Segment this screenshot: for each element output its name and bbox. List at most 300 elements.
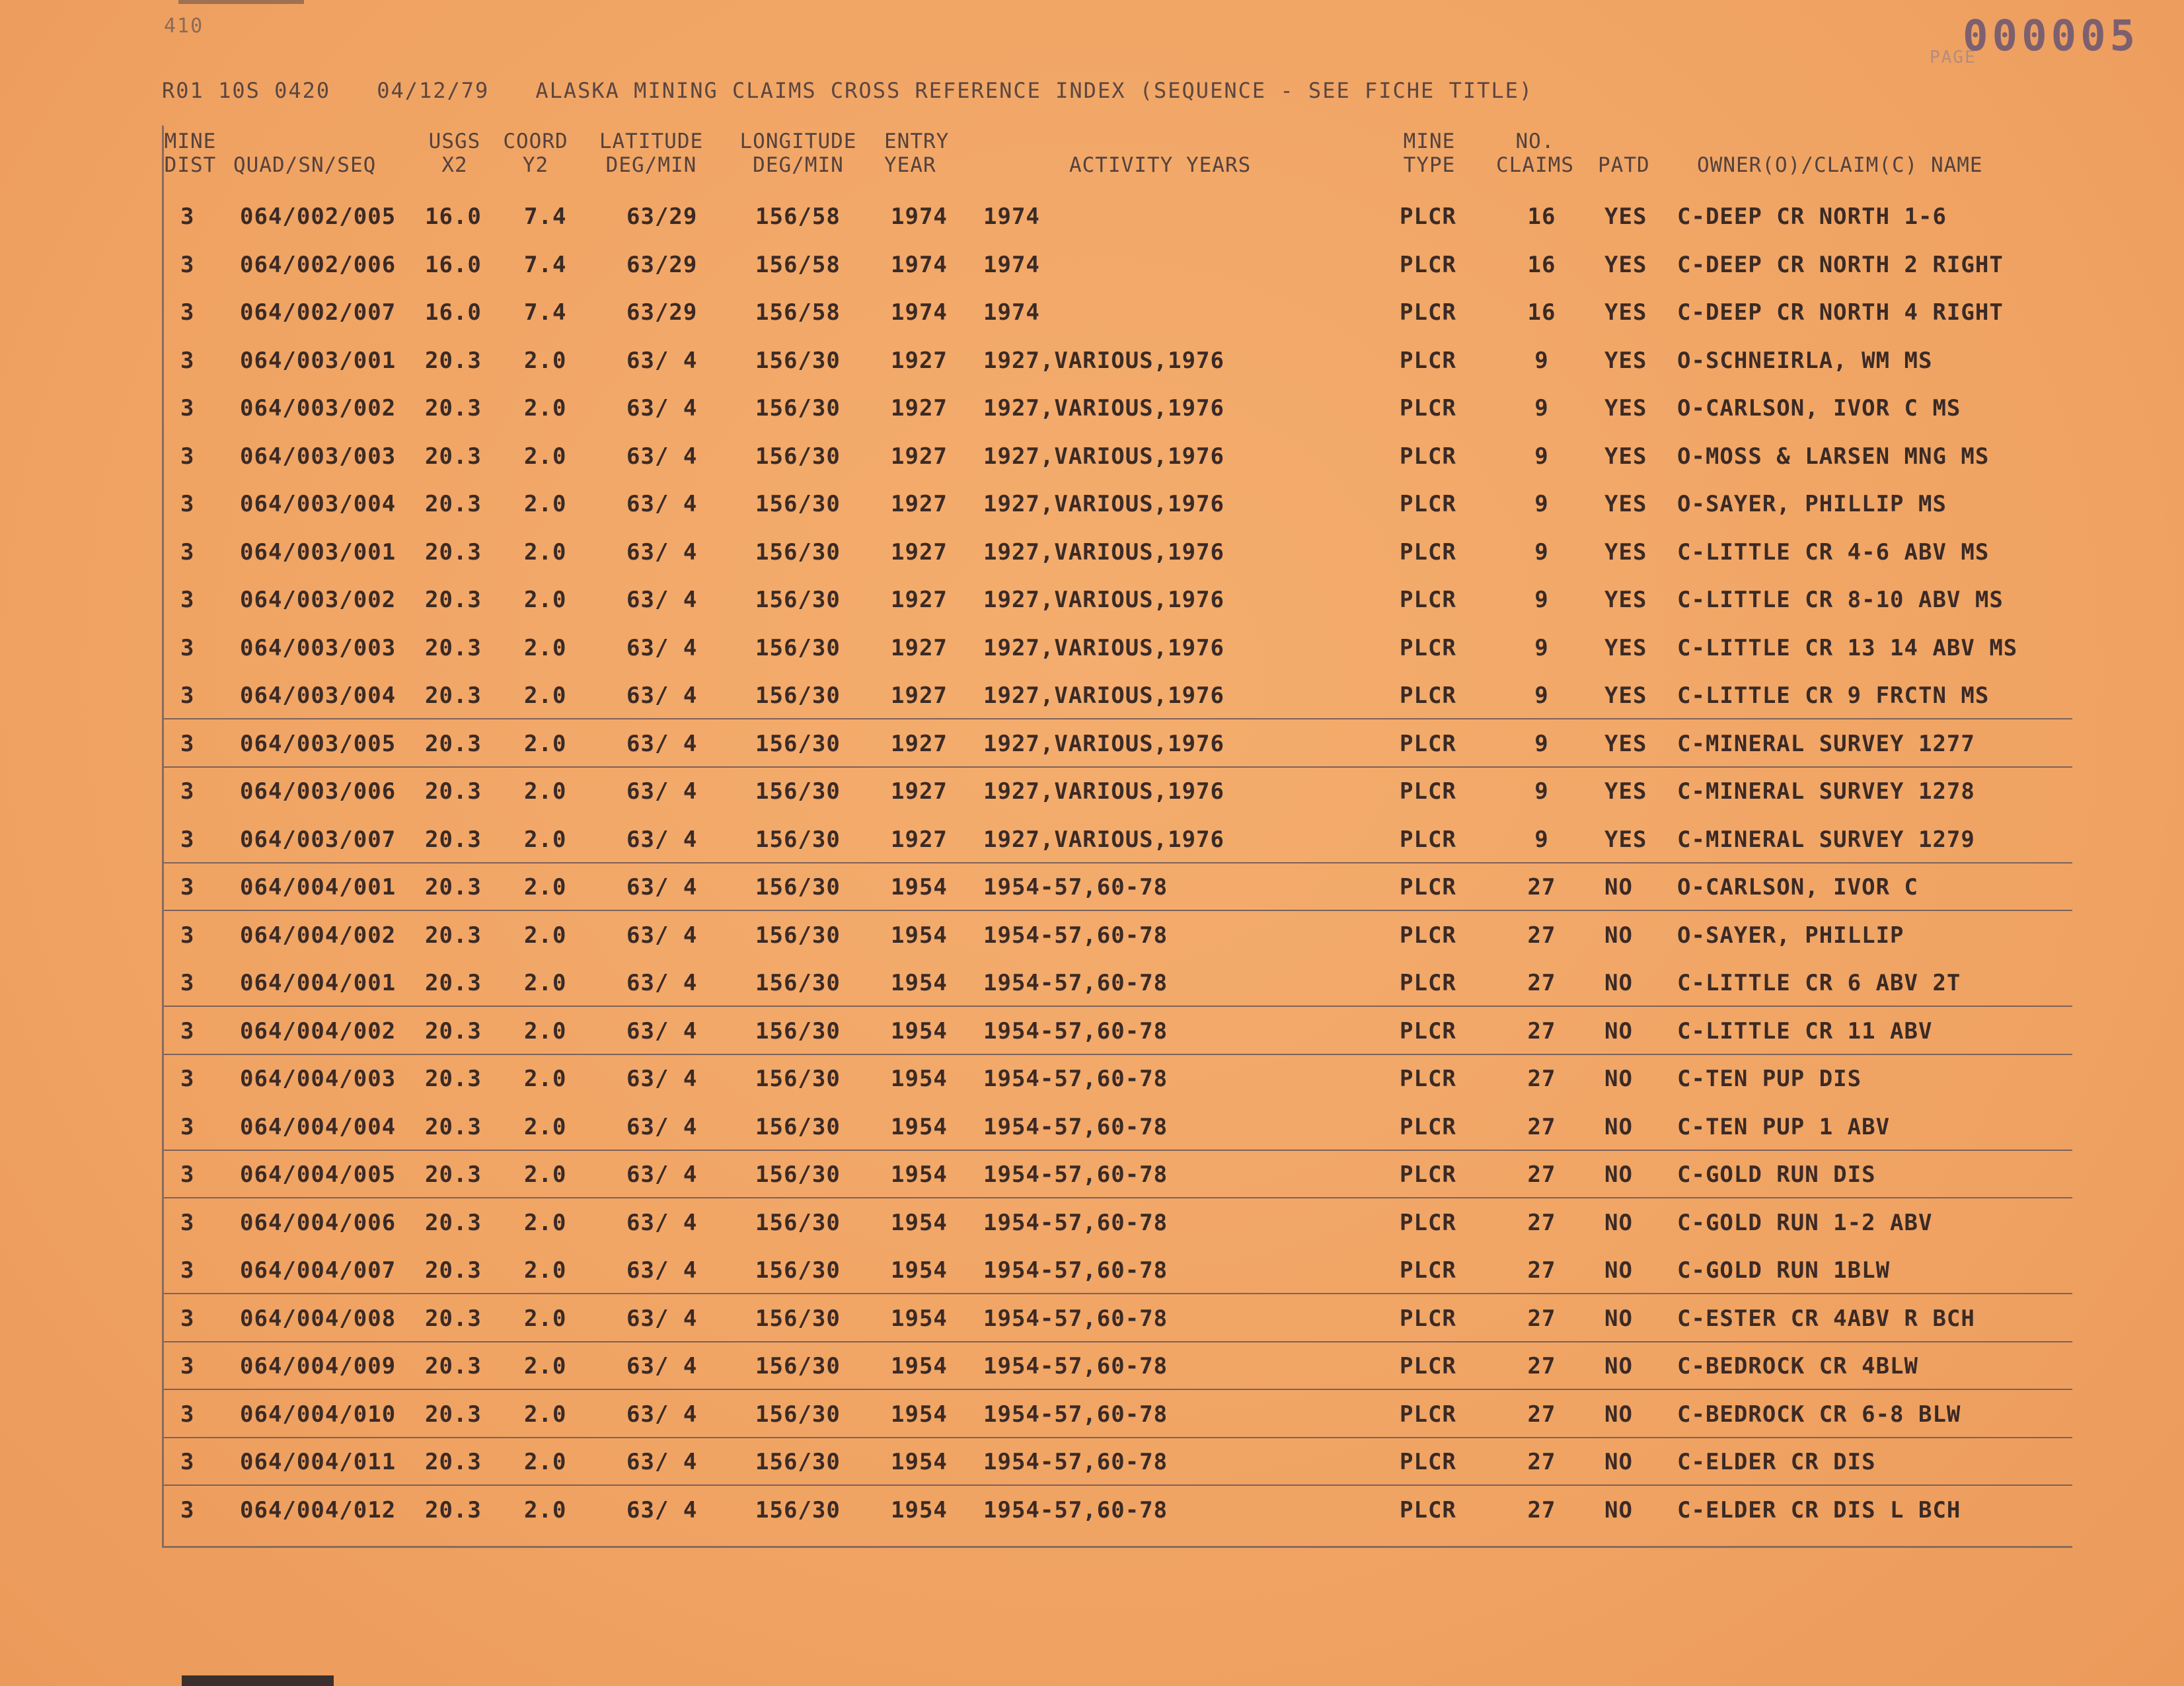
cell-type: PLCR <box>1400 634 1456 661</box>
cell-lon: 156/30 <box>755 682 841 709</box>
cell-owner: C-LITTLE CR 8-10 ABV MS <box>1677 587 2004 613</box>
cell-lat: 63/ 4 <box>626 347 698 374</box>
cell-claims: 27 <box>1527 874 1556 900</box>
cell-owner: O-CARLSON, IVOR C <box>1677 874 1918 900</box>
cell-lat: 63/ 4 <box>626 1066 698 1092</box>
cell-y2: 2.0 <box>524 1113 567 1140</box>
cell-act: 1927,VARIOUS,1976 <box>983 538 1224 566</box>
cell-lat: 63/ 4 <box>626 826 698 853</box>
cell-owner: C-LITTLE CR 6 ABV 2T <box>1677 970 1961 996</box>
cell-y2: 2.0 <box>524 491 567 517</box>
cell-y2: 2.0 <box>524 730 567 757</box>
cell-x2: 20.3 <box>425 1017 482 1045</box>
cell-y2: 2.0 <box>524 1066 567 1092</box>
cell-x2: 20.3 <box>425 682 482 709</box>
cell-dist: 3 <box>180 826 195 853</box>
table-row <box>164 240 2072 287</box>
cell-type: PLCR <box>1400 1113 1456 1140</box>
cell-type: PLCR <box>1400 443 1456 470</box>
cell-act: 1954-57,60-78 <box>983 922 1168 949</box>
cell-lon: 156/30 <box>755 1401 841 1428</box>
cell-y2: 2.0 <box>524 826 567 853</box>
cell-lat: 63/29 <box>626 251 698 278</box>
cell-claims: 9 <box>1534 491 1549 517</box>
cell-lat: 63/ 4 <box>626 1113 698 1140</box>
cell-seq: 064/003/001 <box>240 347 396 374</box>
cell-y2: 2.0 <box>524 1401 567 1428</box>
col-header-x2: USGS X2 <box>428 129 481 177</box>
cell-type: PLCR <box>1400 730 1456 757</box>
cell-claims: 9 <box>1534 347 1549 374</box>
cell-seq: 064/004/012 <box>240 1496 396 1523</box>
cell-year: 1954 <box>891 1401 948 1428</box>
col-header-seq: QUAD/SN/SEQ <box>233 153 377 177</box>
table-row <box>164 527 2072 575</box>
cell-year: 1927 <box>891 730 948 757</box>
table-row <box>164 719 2072 768</box>
cell-dist: 3 <box>180 1305 195 1332</box>
cell-type: PLCR <box>1400 538 1456 566</box>
cell-owner: O-MOSS & LARSEN MNG MS <box>1677 443 1990 470</box>
cell-type: PLCR <box>1400 491 1456 517</box>
cell-type: PLCR <box>1400 1496 1456 1523</box>
cell-x2: 20.3 <box>425 874 482 900</box>
cell-patd: NO <box>1604 1113 1633 1140</box>
cell-dist: 3 <box>180 347 195 374</box>
table-row <box>164 287 2072 335</box>
right-edge-marks <box>2131 99 2151 324</box>
cell-type: PLCR <box>1400 251 1456 278</box>
cell-lat: 63/ 4 <box>626 587 698 613</box>
cell-lon: 156/58 <box>755 299 841 326</box>
cell-act: 1927,VARIOUS,1976 <box>983 682 1224 709</box>
cell-year: 1927 <box>891 634 948 661</box>
cell-act: 1954-57,60-78 <box>983 970 1168 996</box>
cell-year: 1974 <box>891 203 948 230</box>
cell-y2: 7.4 <box>524 299 567 326</box>
cell-dist: 3 <box>180 1161 195 1188</box>
cell-y2: 2.0 <box>524 538 567 566</box>
cell-owner: C-ESTER CR 4ABV R BCH <box>1677 1305 1975 1332</box>
cell-x2: 20.3 <box>425 730 482 757</box>
cell-dist: 3 <box>180 778 195 805</box>
col-header-type: MINE TYPE <box>1403 129 1456 177</box>
cell-patd: YES <box>1604 443 1647 470</box>
cell-lon: 156/30 <box>755 395 841 422</box>
cell-act: 1927,VARIOUS,1976 <box>983 443 1224 470</box>
cell-type: PLCR <box>1400 1401 1456 1428</box>
cell-x2: 20.3 <box>425 1257 482 1284</box>
cell-x2: 20.3 <box>425 443 482 470</box>
cell-act: 1927,VARIOUS,1976 <box>983 587 1224 613</box>
cell-y2: 2.0 <box>524 1017 567 1045</box>
table-row <box>164 479 2072 527</box>
cell-claims: 16 <box>1527 251 1556 278</box>
cell-act: 1927,VARIOUS,1976 <box>983 491 1224 517</box>
cell-y2: 2.0 <box>524 443 567 470</box>
cell-dist: 3 <box>180 587 195 613</box>
cell-dist: 3 <box>180 970 195 996</box>
cell-claims: 9 <box>1534 443 1549 470</box>
cell-lon: 156/30 <box>755 347 841 374</box>
cell-x2: 16.0 <box>425 299 482 326</box>
cell-claims: 9 <box>1534 538 1549 566</box>
table-row <box>164 623 2072 671</box>
cell-x2: 20.3 <box>425 1401 482 1428</box>
cell-seq: 064/002/007 <box>240 299 396 326</box>
cell-x2: 20.3 <box>425 1353 482 1379</box>
cell-type: PLCR <box>1400 587 1456 613</box>
cell-year: 1927 <box>891 395 948 422</box>
page-number: 000005 <box>1963 12 2140 61</box>
cell-lat: 63/ 4 <box>626 443 698 470</box>
cell-patd: NO <box>1604 1496 1633 1523</box>
cell-lon: 156/58 <box>755 203 841 230</box>
cell-owner: O-SCHNEIRLA, WM MS <box>1677 347 1933 374</box>
cell-owner: O-SAYER, PHILLIP <box>1677 922 1904 949</box>
table-row <box>164 1389 2072 1438</box>
cell-owner: C-DEEP CR NORTH 4 RIGHT <box>1677 299 2004 326</box>
cell-owner: O-SAYER, PHILLIP MS <box>1677 491 1947 517</box>
cell-owner: C-GOLD RUN 1-2 ABV <box>1677 1209 1933 1236</box>
table-row <box>164 575 2072 622</box>
cell-x2: 20.3 <box>425 778 482 805</box>
table-row <box>164 1437 2072 1486</box>
cell-seq: 064/004/008 <box>240 1305 396 1332</box>
cell-type: PLCR <box>1400 203 1456 230</box>
cell-year: 1954 <box>891 1066 948 1092</box>
cell-owner: C-LITTLE CR 13 14 ABV MS <box>1677 634 2018 661</box>
cell-lat: 63/ 4 <box>626 778 698 805</box>
claims-table <box>162 126 2072 1548</box>
cell-type: PLCR <box>1400 395 1456 422</box>
cell-lat: 63/ 4 <box>626 1353 698 1379</box>
col-header-activity: ACTIVITY YEARS <box>1069 153 1252 177</box>
cell-dist: 3 <box>180 730 195 757</box>
col-header-y2: COORD Y2 <box>503 129 568 177</box>
cell-lon: 156/30 <box>755 1353 841 1379</box>
table-row <box>164 1294 2072 1342</box>
cell-lon: 156/30 <box>755 778 841 805</box>
cell-x2: 20.3 <box>425 1305 482 1332</box>
cell-y2: 2.0 <box>524 1353 567 1379</box>
cell-lat: 63/ 4 <box>626 874 698 900</box>
cell-year: 1927 <box>891 538 948 566</box>
cell-x2: 20.3 <box>425 1066 482 1092</box>
cell-act: 1927,VARIOUS,1976 <box>983 826 1224 853</box>
cell-claims: 27 <box>1527 1305 1556 1332</box>
cell-type: PLCR <box>1400 1017 1456 1045</box>
cell-lon: 156/30 <box>755 1017 841 1045</box>
cell-type: PLCR <box>1400 1209 1456 1236</box>
cell-seq: 064/004/003 <box>240 1066 396 1092</box>
top-edge-mark <box>178 0 304 4</box>
cell-patd: NO <box>1604 1161 1633 1188</box>
cell-seq: 064/004/009 <box>240 1353 396 1379</box>
cell-seq: 064/003/004 <box>240 491 396 517</box>
cell-lon: 156/30 <box>755 1305 841 1332</box>
cell-lat: 63/ 4 <box>626 395 698 422</box>
cell-seq: 064/004/006 <box>240 1209 396 1236</box>
table-row <box>164 336 2072 383</box>
cell-seq: 064/002/006 <box>240 251 396 278</box>
cell-patd: NO <box>1604 1401 1633 1428</box>
table-row <box>164 1198 2072 1245</box>
cell-y2: 7.4 <box>524 251 567 278</box>
cell-act: 1954-57,60-78 <box>983 1496 1168 1523</box>
cell-act: 1954-57,60-78 <box>983 1017 1168 1045</box>
cell-owner: C-ELDER CR DIS L BCH <box>1677 1496 1961 1523</box>
cell-type: PLCR <box>1400 347 1456 374</box>
table-row <box>164 1102 2072 1151</box>
cell-claims: 27 <box>1527 970 1556 996</box>
cell-act: 1974 <box>983 299 1040 326</box>
cell-seq: 064/004/005 <box>240 1161 396 1188</box>
cell-lon: 156/30 <box>755 874 841 900</box>
cell-claims: 27 <box>1527 1449 1556 1475</box>
cell-lat: 63/ 4 <box>626 1449 698 1475</box>
cell-dist: 3 <box>180 874 195 900</box>
cell-act: 1954-57,60-78 <box>983 874 1168 900</box>
cell-dist: 3 <box>180 395 195 422</box>
cell-year: 1954 <box>891 1305 948 1332</box>
cell-x2: 20.3 <box>425 634 482 661</box>
cell-act: 1954-57,60-78 <box>983 1353 1168 1379</box>
cell-seq: 064/003/003 <box>240 443 396 470</box>
cell-lat: 63/ 4 <box>626 922 698 949</box>
cell-lat: 63/ 4 <box>626 1161 698 1188</box>
cell-x2: 16.0 <box>425 203 482 230</box>
cell-claims: 27 <box>1527 1496 1556 1523</box>
cell-dist: 3 <box>180 1449 195 1475</box>
cell-year: 1927 <box>891 347 948 374</box>
cell-x2: 20.3 <box>425 395 482 422</box>
cell-y2: 2.0 <box>524 1257 567 1284</box>
cell-year: 1927 <box>891 826 948 853</box>
cell-x2: 20.3 <box>425 347 482 374</box>
cell-seq: 064/003/003 <box>240 634 396 661</box>
cell-lon: 156/30 <box>755 826 841 853</box>
cell-patd: NO <box>1604 1017 1633 1045</box>
cell-lon: 156/58 <box>755 251 841 278</box>
cell-x2: 20.3 <box>425 538 482 566</box>
cell-patd: NO <box>1604 874 1633 900</box>
cell-y2: 2.0 <box>524 682 567 709</box>
cell-lon: 156/30 <box>755 443 841 470</box>
cell-claims: 16 <box>1527 299 1556 326</box>
cell-y2: 2.0 <box>524 1496 567 1523</box>
cell-type: PLCR <box>1400 970 1456 996</box>
cell-act: 1954-57,60-78 <box>983 1066 1168 1092</box>
cell-patd: YES <box>1604 682 1647 709</box>
cell-owner: C-BEDROCK CR 6-8 BLW <box>1677 1401 1961 1428</box>
cell-owner: C-ELDER CR DIS <box>1677 1449 1876 1475</box>
cell-claims: 27 <box>1527 1113 1556 1140</box>
cell-seq: 064/004/002 <box>240 922 396 949</box>
cell-dist: 3 <box>180 634 195 661</box>
cell-dist: 3 <box>180 1066 195 1092</box>
report-date: 04/12/79 <box>377 78 490 103</box>
col-header-claims: NO. CLAIMS <box>1496 129 1574 177</box>
cell-claims: 27 <box>1527 1017 1556 1045</box>
cell-act: 1927,VARIOUS,1976 <box>983 730 1224 757</box>
cell-claims: 27 <box>1527 1209 1556 1236</box>
cell-x2: 20.3 <box>425 922 482 949</box>
cell-lon: 156/30 <box>755 1113 841 1140</box>
cell-dist: 3 <box>180 1113 195 1140</box>
cell-owner: C-BEDROCK CR 4BLW <box>1677 1353 1918 1379</box>
cell-seq: 064/004/002 <box>240 1017 396 1045</box>
table-row <box>164 431 2072 479</box>
cell-year: 1954 <box>891 970 948 996</box>
cell-lat: 63/ 4 <box>626 1257 698 1284</box>
cell-owner: C-LITTLE CR 9 FRCTN MS <box>1677 682 1990 709</box>
cell-lat: 63/ 4 <box>626 1305 698 1332</box>
bottom-edge-tab <box>182 1675 334 1686</box>
cell-owner: C-LITTLE CR 11 ABV <box>1677 1017 1933 1045</box>
cell-lat: 63/ 4 <box>626 491 698 517</box>
cell-y2: 2.0 <box>524 347 567 374</box>
cell-x2: 20.3 <box>425 1496 482 1523</box>
table-row <box>164 815 2072 863</box>
cell-seq: 064/004/001 <box>240 874 396 900</box>
col-header-patd: PATD <box>1598 153 1650 177</box>
cell-act: 1954-57,60-78 <box>983 1305 1168 1332</box>
cell-owner: C-MINERAL SURVEY 1277 <box>1677 730 1975 757</box>
cell-dist: 3 <box>180 922 195 949</box>
cell-lon: 156/30 <box>755 634 841 661</box>
cell-y2: 2.0 <box>524 922 567 949</box>
cell-type: PLCR <box>1400 826 1456 853</box>
cell-lon: 156/30 <box>755 587 841 613</box>
cell-lon: 156/30 <box>755 538 841 566</box>
cell-act: 1927,VARIOUS,1976 <box>983 347 1224 374</box>
cell-dist: 3 <box>180 1257 195 1284</box>
table-row <box>164 383 2072 431</box>
cell-dist: 3 <box>180 1353 195 1379</box>
cell-seq: 064/003/002 <box>240 587 396 613</box>
table-row <box>164 862 2072 911</box>
cell-seq: 064/004/007 <box>240 1257 396 1284</box>
col-header-lat: LATITUDE DEG/MIN <box>599 129 704 177</box>
cell-patd: YES <box>1604 778 1647 805</box>
cell-year: 1974 <box>891 299 948 326</box>
cell-year: 1954 <box>891 874 948 900</box>
cell-y2: 2.0 <box>524 1449 567 1475</box>
cell-lon: 156/30 <box>755 1209 841 1236</box>
cell-lat: 63/ 4 <box>626 730 698 757</box>
cell-y2: 2.0 <box>524 395 567 422</box>
cell-dist: 3 <box>180 299 195 326</box>
cell-act: 1927,VARIOUS,1976 <box>983 778 1224 805</box>
cell-dist: 3 <box>180 443 195 470</box>
cell-x2: 20.3 <box>425 491 482 517</box>
cell-year: 1974 <box>891 251 948 278</box>
cell-y2: 2.0 <box>524 970 567 996</box>
cell-dist: 3 <box>180 1017 195 1045</box>
col-header-dist: MINE DIST <box>164 129 217 177</box>
cell-patd: YES <box>1604 203 1647 230</box>
cell-patd: NO <box>1604 1305 1633 1332</box>
cell-x2: 20.3 <box>425 1113 482 1140</box>
cell-seq: 064/003/004 <box>240 682 396 709</box>
cell-dist: 3 <box>180 251 195 278</box>
cell-seq: 064/003/002 <box>240 395 396 422</box>
table-row <box>164 1006 2072 1055</box>
cell-lon: 156/30 <box>755 1257 841 1284</box>
cell-x2: 20.3 <box>425 826 482 853</box>
col-header-year: ENTRY YEAR <box>884 129 950 177</box>
cell-year: 1954 <box>891 1449 948 1475</box>
cell-act: 1954-57,60-78 <box>983 1161 1168 1188</box>
cell-owner: C-GOLD RUN DIS <box>1677 1161 1876 1188</box>
cell-type: PLCR <box>1400 1257 1456 1284</box>
cell-lon: 156/30 <box>755 970 841 996</box>
cell-type: PLCR <box>1400 1161 1456 1188</box>
cell-owner: C-MINERAL SURVEY 1279 <box>1677 826 1975 853</box>
cell-patd: NO <box>1604 1257 1633 1284</box>
cell-lon: 156/30 <box>755 491 841 517</box>
cell-patd: YES <box>1604 347 1647 374</box>
table-row <box>164 1150 2072 1198</box>
cell-claims: 27 <box>1527 1161 1556 1188</box>
cell-claims: 27 <box>1527 922 1556 949</box>
cell-year: 1927 <box>891 443 948 470</box>
cell-year: 1954 <box>891 922 948 949</box>
cell-act: 1954-57,60-78 <box>983 1209 1168 1236</box>
cell-lon: 156/30 <box>755 922 841 949</box>
report-header <box>162 78 1579 103</box>
cell-type: PLCR <box>1400 299 1456 326</box>
cell-owner: C-MINERAL SURVEY 1278 <box>1677 778 1975 805</box>
cell-claims: 9 <box>1534 587 1549 613</box>
cell-patd: YES <box>1604 299 1647 326</box>
cell-act: 1954-57,60-78 <box>983 1449 1168 1475</box>
cell-act: 1927,VARIOUS,1976 <box>983 395 1224 422</box>
cell-patd: NO <box>1604 922 1633 949</box>
cell-y2: 2.0 <box>524 778 567 805</box>
cell-claims: 27 <box>1527 1401 1556 1428</box>
cell-lat: 63/ 4 <box>626 1209 698 1236</box>
cell-y2: 2.0 <box>524 1209 567 1236</box>
cell-patd: NO <box>1604 970 1633 996</box>
cell-lon: 156/30 <box>755 1449 841 1475</box>
cell-year: 1954 <box>891 1017 948 1045</box>
cell-claims: 27 <box>1527 1257 1556 1284</box>
cell-claims: 9 <box>1534 778 1549 805</box>
cell-patd: YES <box>1604 538 1647 566</box>
cell-patd: YES <box>1604 587 1647 613</box>
col-header-owner: OWNER(O)/CLAIM(C) NAME <box>1697 153 1983 177</box>
cell-patd: YES <box>1604 395 1647 422</box>
cell-type: PLCR <box>1400 1353 1456 1379</box>
cell-y2: 2.0 <box>524 587 567 613</box>
report-title: ALASKA MINING CLAIMS CROSS REFERENCE INDEX (SEQUENCE - SEE FICHE TITLE) <box>535 78 1534 103</box>
cell-dist: 3 <box>180 682 195 709</box>
cell-lon: 156/30 <box>755 1161 841 1188</box>
cell-type: PLCR <box>1400 1066 1456 1092</box>
cell-owner: C-DEEP CR NORTH 2 RIGHT <box>1677 251 2004 278</box>
cell-lat: 63/ 4 <box>626 970 698 996</box>
cell-owner: C-DEEP CR NORTH 1-6 <box>1677 203 1947 230</box>
cell-patd: YES <box>1604 491 1647 517</box>
cell-seq: 064/003/001 <box>240 538 396 566</box>
cell-seq: 064/002/005 <box>240 203 396 230</box>
table-row <box>164 1054 2072 1101</box>
cell-dist: 3 <box>180 538 195 566</box>
cell-y2: 2.0 <box>524 874 567 900</box>
cell-type: PLCR <box>1400 874 1456 900</box>
